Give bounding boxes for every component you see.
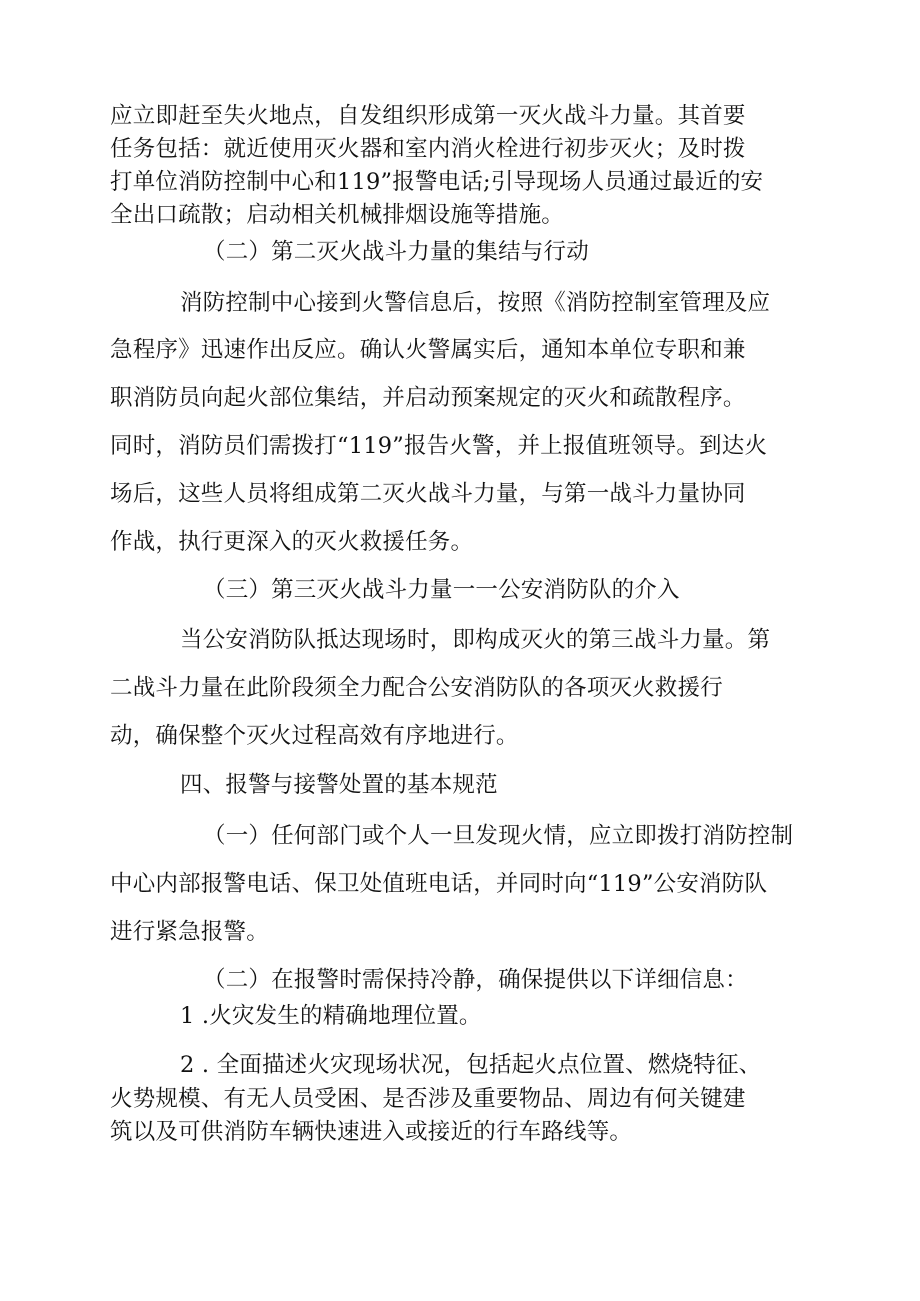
- text-line: 全出口疏散；启动相关机械排烟设施等措施。: [110, 202, 565, 228]
- text-line: 动，确保整个灭火过程高效有序地进行。: [110, 723, 519, 749]
- text-line: 同时，消防员们需拨打“119”报告火警，并上报值班领导。到达火: [110, 433, 768, 459]
- text-line: 中心内部报警电话、保卫处值班电话，并同时向“119”公安消防队: [110, 871, 768, 897]
- text-line: 任务包括：就近使用灭火器和室内消火栓进行初步灭火；及时拨: [110, 136, 746, 162]
- subheading-line: （二）第二灭火战斗力量的集结与行动: [203, 239, 589, 265]
- text-line: 打单位消防控制中心和119”报警电话;引导现场人员通过最近的安: [110, 169, 764, 195]
- text-line: 筑以及可供消防车辆快速进入或接近的行车路线等。: [110, 1119, 633, 1145]
- text-line: 急程序》迅速作出反应。确认火警属实后，通知本单位专职和兼: [110, 337, 746, 363]
- text-line: 当公安消防队抵达现场时，即构成灭火的第三战斗力量。第: [180, 627, 771, 653]
- section-heading: 四、报警与接警处置的基本规范: [180, 772, 498, 798]
- text-line: 应立即赶至失火地点，自发组织形成第一灭火战斗力量。其首要: [110, 103, 746, 129]
- text-line: （二）在报警时需保持冷静，确保提供以下详细信息：: [203, 967, 748, 993]
- text-line: 场后，这些人员将组成第二灭火战斗力量，与第一战斗力量协同: [110, 481, 746, 507]
- text-line: 二战斗力量在此阶段须全力配合公安消防队的各项灭火救援行: [110, 675, 723, 701]
- list-item: 2 . 全面描述火灾现场状况，包括起火点位置、燃烧特征、: [180, 1052, 762, 1078]
- text-line: 作战，执行更深入的灭火救援任务。: [110, 529, 474, 555]
- subheading-line: （三）第三灭火战斗力量一一公安消防队的介入: [203, 577, 680, 603]
- text-line: 进行紧急报警。: [110, 919, 269, 945]
- text-line: 火势规模、有无人员受困、是否涉及重要物品、周边有何关键建: [110, 1086, 746, 1112]
- list-item: 1 .火灾发生的精确地理位置。: [180, 1003, 482, 1029]
- text-line: （一）任何部门或个人一旦发现火情，应立即拨打消防控制: [203, 823, 794, 849]
- text-line: 消防控制中心接到火警信息后，按照《消防控制室管理及应: [180, 290, 771, 316]
- text-line: 职消防员向起火部位集结，并启动预案规定的灭火和疏散程序。: [110, 385, 746, 411]
